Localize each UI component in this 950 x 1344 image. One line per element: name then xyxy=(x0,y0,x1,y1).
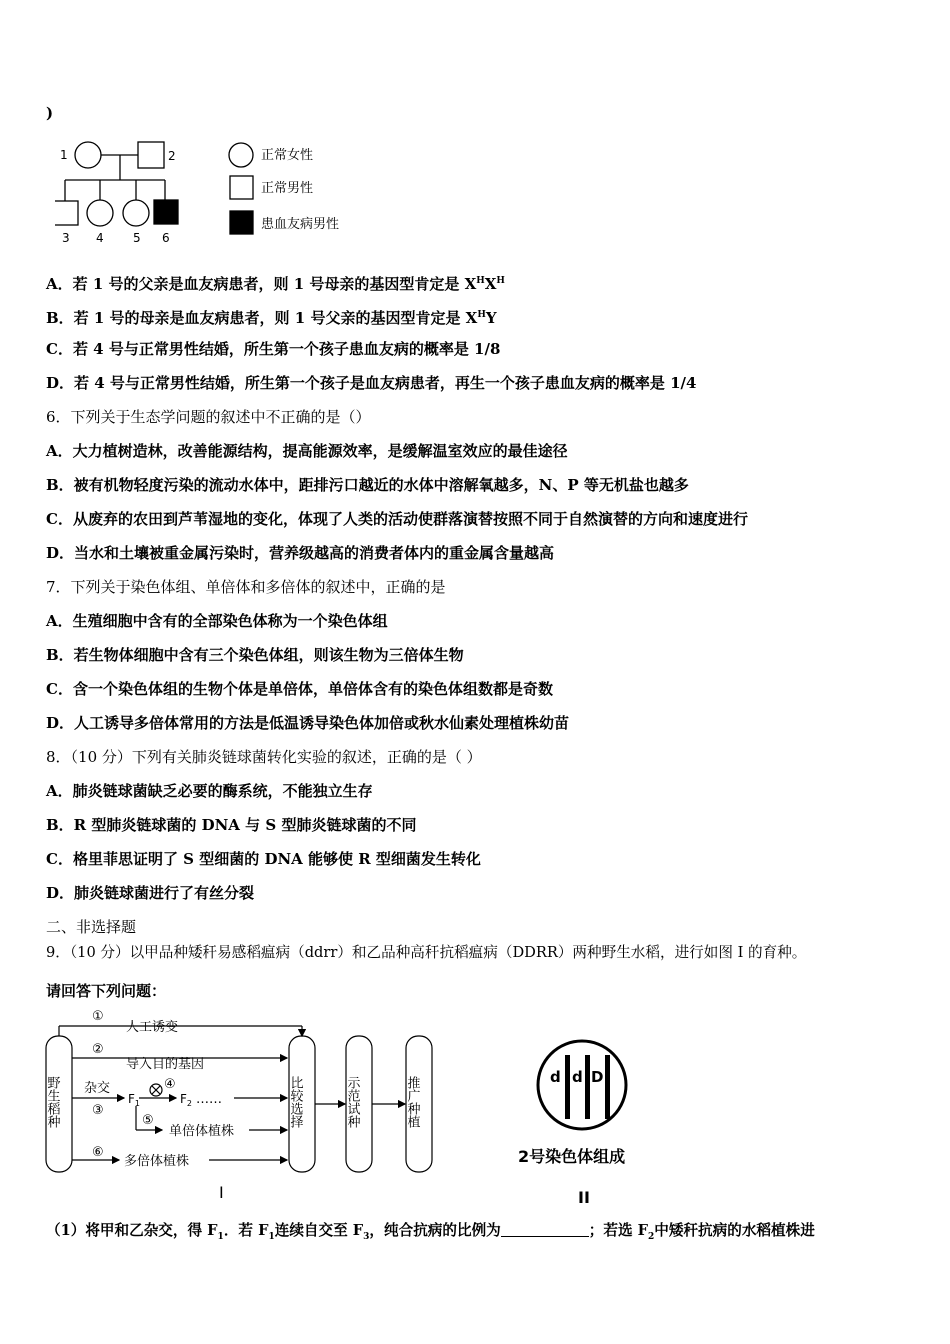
hybridize-label: 杂交 xyxy=(84,1081,111,1096)
individual-3 xyxy=(55,201,78,225)
pedigree-chart xyxy=(55,134,355,248)
q8-option-d: D．肺炎链球菌进行了有丝分裂 xyxy=(46,884,255,902)
label-4: 4 xyxy=(96,231,104,245)
q9-instruction: 请回答下列问题： xyxy=(46,982,167,1000)
compare-select-label: 比较选择 xyxy=(287,1076,303,1128)
answer-blank[interactable] xyxy=(501,1222,589,1237)
route-4-number: ④ xyxy=(164,1077,176,1092)
q5-option-a: A．若 1 号的父亲是血友病患者，则 1 号母亲的基因型肯定是 $X^HX^H$ xyxy=(46,275,505,293)
chromosome-label: 2号染色体组成 xyxy=(518,1147,626,1166)
chromosome-3 xyxy=(605,1055,610,1119)
individual-5 xyxy=(123,200,149,226)
label-3: 3 xyxy=(62,231,70,245)
q9-stem: 9．（10 分）以甲品种矮秆易感稻瘟病（ddrr）和乙品种高秆抗稻瘟病（DDRR）两种野生水稻，进行如图 I 的育种。 xyxy=(46,944,807,961)
individual-2 xyxy=(138,142,164,168)
label-5: 5 xyxy=(133,231,141,245)
breeding-flowchart xyxy=(44,1006,444,1206)
chromosome-1 xyxy=(565,1055,570,1119)
q8-option-b: B．R 型肺炎链球菌的 DNA 与 S 型肺炎链球菌的不同 xyxy=(46,816,417,834)
q7-option-c: C．含一个染色体组的生物个体是单倍体，单倍体含有的染色体组数都是奇数 xyxy=(46,680,553,698)
q8-option-a: A．肺炎链球菌缺乏必要的酶系统，不能独立生存 xyxy=(46,782,373,800)
route-5-number: ⑤ xyxy=(142,1113,154,1128)
route-5-label: 单倍体植株 xyxy=(169,1124,235,1139)
f2-label: $F_2$ xyxy=(180,1092,192,1108)
q8-option-c: C．格里菲思证明了 S 型细菌的 DNA 能够使 R 型细菌发生转化 xyxy=(46,850,481,868)
wild-rice-label: 野生稻种 xyxy=(44,1076,60,1128)
f1-label: $F_1$ xyxy=(128,1092,140,1108)
q6-stem: 6．下列关于生态学问题的叙述中不正确的是（） xyxy=(46,408,371,426)
legend-male-symbol xyxy=(230,176,253,199)
q7-option-b: B．若生物体细胞中含有三个染色体组，则该生物为三倍体生物 xyxy=(46,646,464,664)
route-6-number: ⑥ xyxy=(92,1145,104,1160)
q8-stem: 8．（10 分）下列有关肺炎链球菌转化实验的叙述，正确的是（ ） xyxy=(46,748,482,766)
chromosome-figure xyxy=(510,1030,660,1210)
allele-2: d xyxy=(572,1068,583,1086)
ellipsis: …… xyxy=(196,1092,222,1107)
chromosome-2 xyxy=(585,1055,590,1119)
route-2-label: 导入目的基因 xyxy=(126,1057,205,1072)
route-1-number: ① xyxy=(92,1009,104,1024)
route-1-label: 人工诱变 xyxy=(126,1020,179,1035)
q5-option-d: D．若 4 号与正常男性结婚，所生第一个孩子是血友病患者，再生一个孩子患血友病的概率是 1/4 xyxy=(46,374,697,392)
label-2: 2 xyxy=(168,149,176,163)
label-1: 1 xyxy=(60,148,68,162)
legend-affected-label: 患血友病男性 xyxy=(261,217,340,232)
q5-option-b: B．若 1 号的母亲是血友病患者，则 1 号父亲的基因型肯定是 $X^HY$ xyxy=(46,309,497,327)
q7-stem: 7．下列关于染色体组、单倍体和多倍体的叙述中，正确的是 xyxy=(46,578,446,596)
q6-option-b: B．被有机物轻度污染的流动水体中，距排污口越近的水体中溶解氧越多，N、P 等无机盐也越多 xyxy=(46,476,689,494)
q9-part-1: （1）将甲和乙杂交，得 $F_1$．若 $F_1$连续自交至 $F_3$，纯合抗病的比例为 ；若选 $F_2$中矮秆抗病的水稻植株进 xyxy=(46,1222,815,1242)
q7-option-d: D．人工诱导多倍体常用的方法是低温诱导染色体加倍或秋水仙素处理植株幼苗 xyxy=(46,714,570,732)
legend-female-symbol xyxy=(229,143,253,167)
legend-affected-male-symbol xyxy=(230,211,253,234)
q6-option-d: D．当水和土壤被重金属污染时，营养级越高的消费者体内的重金属含量越高 xyxy=(46,544,555,562)
legend-male-label: 正常男性 xyxy=(261,181,314,196)
q6-option-c: C．从废弃的农田到芦苇湿地的变化，体现了人类的活动使群落演替按照不同于自然演替的方向和速度进行 xyxy=(46,510,748,528)
route-2-number: ② xyxy=(92,1042,104,1057)
promote-planting-label: 推广种植 xyxy=(404,1076,420,1128)
individual-1 xyxy=(75,142,101,168)
section-heading: 二、非选择题 xyxy=(46,918,137,936)
q6-option-a: A．大力植树造林，改善能源结构，提高能源效率，是缓解温室效应的最佳途径 xyxy=(46,442,568,460)
individual-4 xyxy=(87,200,113,226)
q5-option-c: C．若 4 号与正常男性结婚，所生第一个孩子患血友病的概率是 1/8 xyxy=(46,340,501,358)
q7-option-a: A．生殖细胞中含有的全部染色体称为一个染色体组 xyxy=(46,612,388,630)
figure-2-caption: II xyxy=(578,1188,590,1207)
allele-1: d xyxy=(550,1068,561,1086)
label-6: 6 xyxy=(162,231,170,245)
route-6-label: 多倍体植株 xyxy=(124,1154,190,1169)
route-3-number: ③ xyxy=(92,1103,104,1118)
demo-planting-label: 示范试种 xyxy=(344,1076,360,1128)
allele-3: D xyxy=(591,1068,604,1086)
individual-6 xyxy=(154,200,178,224)
figure-1-caption: I xyxy=(219,1183,224,1202)
legend-female-label: 正常女性 xyxy=(261,148,314,163)
question-fragment: ) xyxy=(46,104,54,122)
